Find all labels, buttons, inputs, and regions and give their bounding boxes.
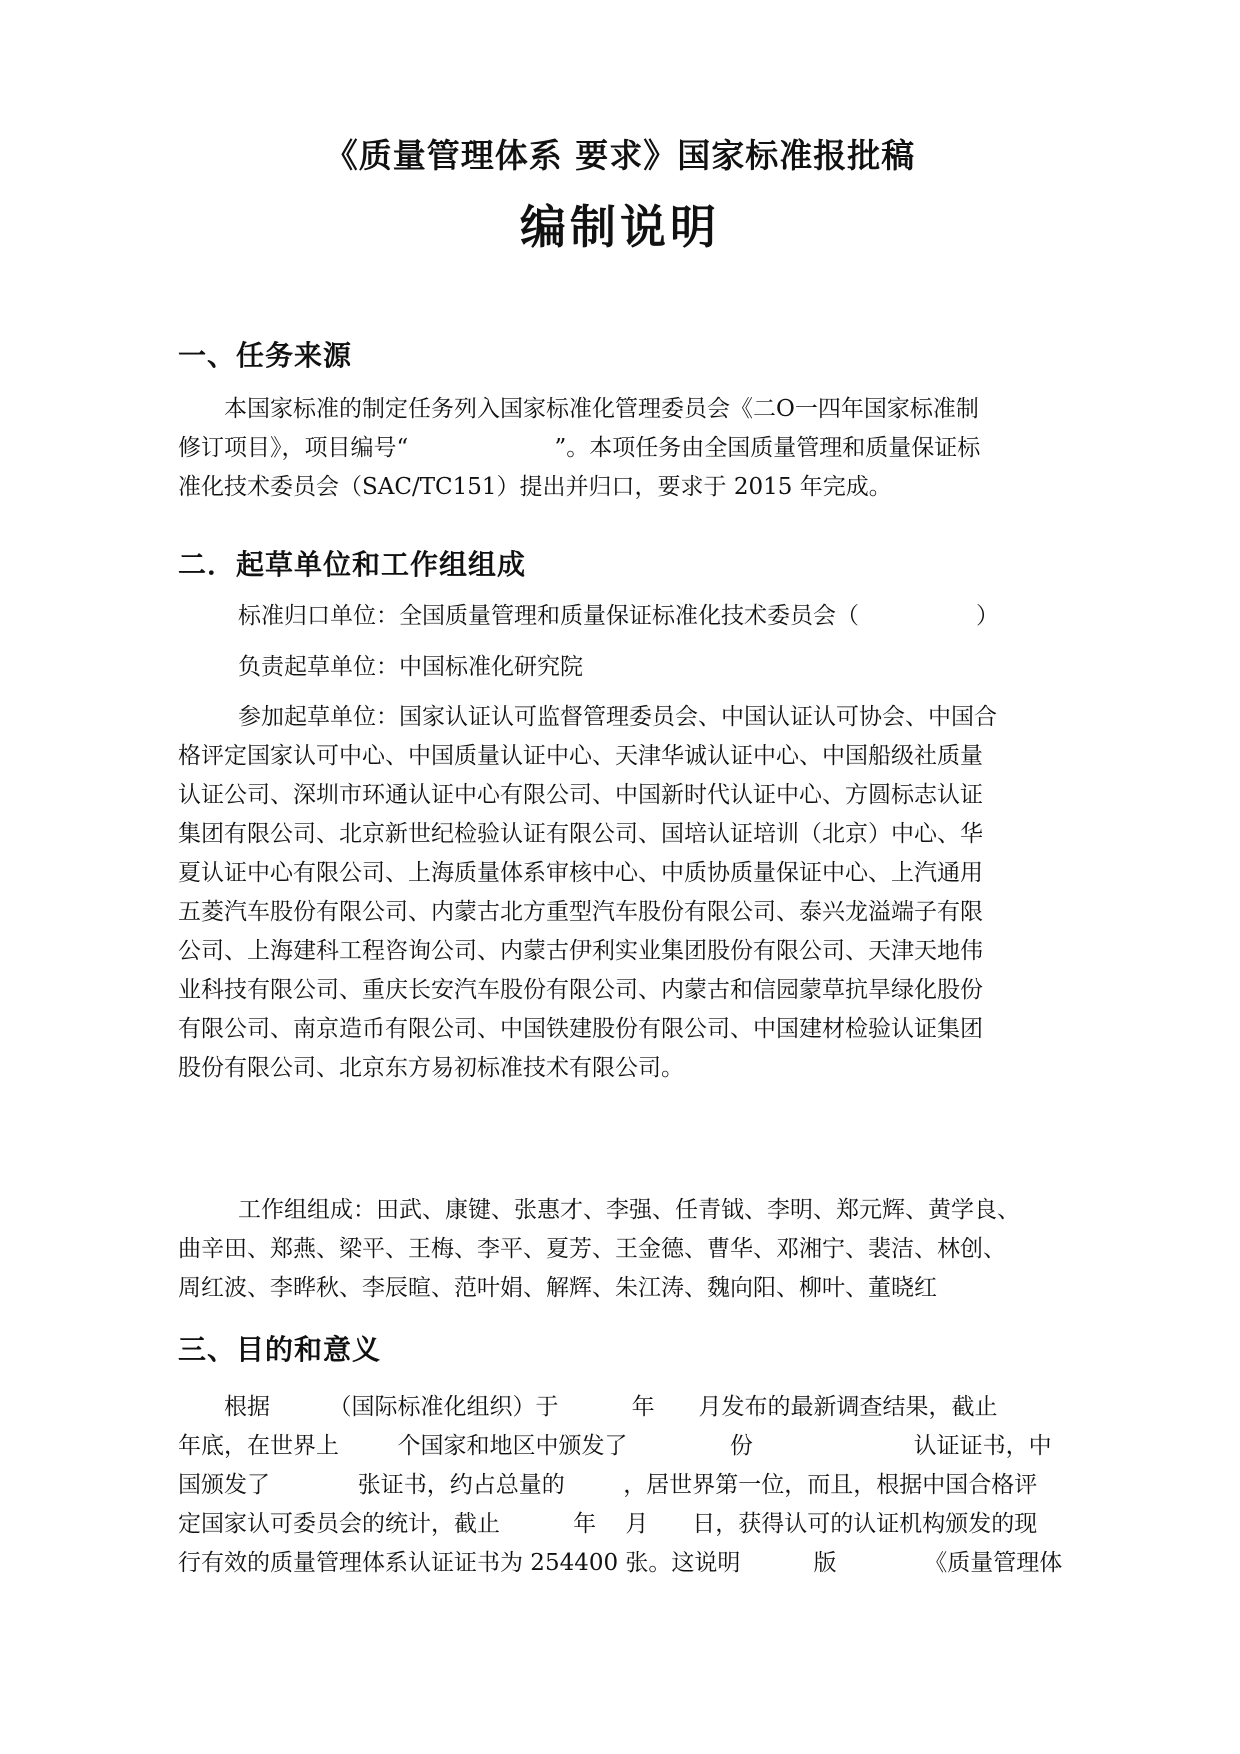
participants-line: 夏认证中心有限公司、上海质量体系审核中心、中质协质量保证中心、上汽通用 xyxy=(178,860,983,886)
workgroup-line: 周红波、李晔秋、李辰暄、范叶娟、解辉、朱江涛、魏向阳、柳叶、董晓红 xyxy=(178,1275,937,1301)
section-1-line: 准化技术委员会（SAC/TC151）提出并归口，要求于 2015 年完成。 xyxy=(178,474,892,500)
drafting-unit-line: 负责起草单位：中国标准化研究院 xyxy=(238,654,583,680)
section-3-line: 国颁发了 张证书，约占总量的 ，居世界第一位，而且，根据中国合格评 xyxy=(178,1472,1038,1498)
section-3-heading: 三、目的和意义 xyxy=(178,1333,382,1366)
section-1-line: 本国家标准的制定任务列入国家标准化管理委员会《二O一四年国家标准制 xyxy=(224,396,979,422)
workgroup-line: 工作组组成：田武、康键、张惠才、李强、任青钺、李明、郑元辉、黄学良、 xyxy=(238,1197,1020,1223)
participants-paragraph xyxy=(178,698,1078,1088)
drafting-unit-paragraph xyxy=(178,648,1078,687)
participants-line: 股份有限公司、北京东方易初标准技术有限公司。 xyxy=(178,1055,684,1081)
participants-line: 认证公司、深圳市环通认证中心有限公司、中国新时代认证中心、方圆标志认证 xyxy=(178,782,983,808)
section-1-heading: 一、任务来源 xyxy=(178,339,353,372)
section-2-heading: 二．起草单位和工作组组成 xyxy=(178,548,527,581)
workgroup-line: 曲辛田、郑燕、梁平、王梅、李平、夏芳、王金德、曹华、邓湘宁、裴洁、林创、 xyxy=(178,1236,1006,1262)
section-1-line: 修订项目》，项目编号“ ”。本项任务由全国质量管理和质量保证标 xyxy=(178,435,981,461)
participants-line: 格评定国家认可中心、中国质量认证中心、天津华诚认证中心、中国船级社质量 xyxy=(178,743,983,769)
standard-unit-paragraph xyxy=(178,597,1078,636)
participants-line: 五菱汽车股份有限公司、内蒙古北方重型汽车股份有限公司、泰兴龙溢端子有限 xyxy=(178,899,983,925)
participants-line: 公司、上海建科工程咨询公司、内蒙古伊利实业集团股份有限公司、天津天地伟 xyxy=(178,938,983,964)
participants-line: 参加起草单位：国家认证认可监督管理委员会、中国认证认可协会、中国合 xyxy=(238,704,997,730)
standard-unit-line: 标准归口单位：全国质量管理和质量保证标准化技术委员会（ ） xyxy=(238,603,999,629)
section-3-line: 根据 （国际标准化组织）于 年 月发布的最新调查结果，截止 xyxy=(224,1394,998,1420)
section-3-paragraph xyxy=(178,1388,1078,1583)
section-1-paragraph xyxy=(178,390,1078,507)
participants-line: 有限公司、南京造币有限公司、中国铁建股份有限公司、中国建材检验认证集团 xyxy=(178,1016,983,1042)
section-3-line: 定国家认可委员会的统计，截止 年 月 日，获得认可的认证机构颁发的现 xyxy=(178,1511,1038,1537)
section-3-line: 年底，在世界上 个国家和地区中颁发了 份 认证证书，中 xyxy=(178,1433,1052,1459)
participants-line: 业科技有限公司、重庆长安汽车股份有限公司、内蒙古和信园蒙草抗旱绿化股份 xyxy=(178,977,983,1003)
document-subtitle: 编制说明 xyxy=(520,200,720,254)
section-3-line: 行有效的质量管理体系认证证书为 254400 张。这说明 版 《质量管理体 xyxy=(178,1550,1063,1576)
document-title: 《质量管理体系 要求》国家标准报批稿 xyxy=(324,136,916,175)
participants-line: 集团有限公司、北京新世纪检验认证有限公司、国培认证培训（北京）中心、华 xyxy=(178,821,983,847)
workgroup-paragraph xyxy=(178,1191,1078,1308)
